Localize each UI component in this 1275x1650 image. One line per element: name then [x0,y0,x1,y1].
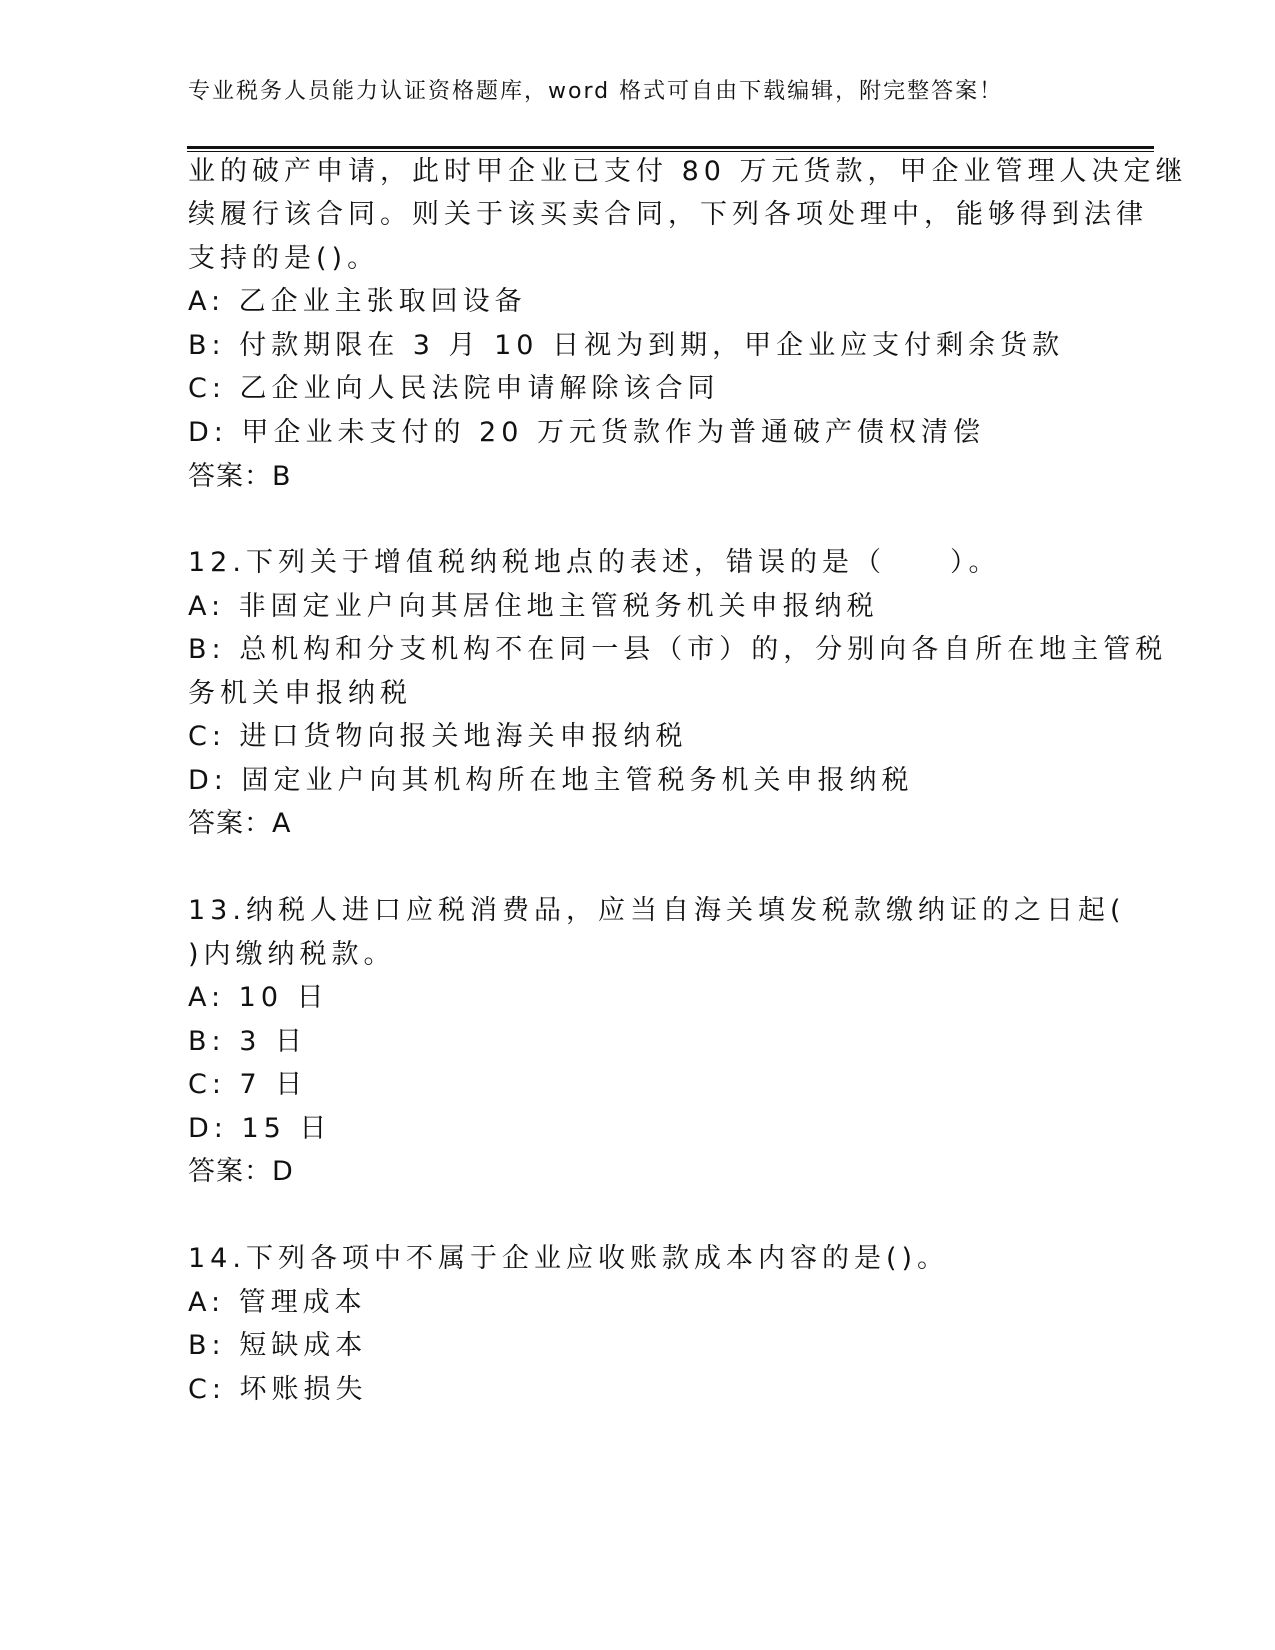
q14-option-a: A: 管理成本 [188,1287,367,1318]
q12-option-b-line-1: B: 总机构和分支机构不在同一县（市）的，分别向各自所在地主管税 [188,634,1168,665]
q13-option-d: D: 15 日 [188,1113,332,1144]
q11-option-d: D: 甲企业未支付的 20 万元货款作为普通破产债权清偿 [188,417,985,448]
q11-stem-line-2: 续履行该合同。则关于该买卖合同，下列各项处理中，能够得到法律 [188,199,1148,230]
q11-option-a: A: 乙企业主张取回设备 [188,286,527,317]
page-header: 专业税务人员能力认证资格题库，word 格式可自由下载编辑，附完整答案！ [188,79,1004,104]
q14-stem: 14.下列各项中不属于企业应收账款成本内容的是()。 [188,1243,950,1274]
q12-option-a: A: 非固定业户向其居住地主管税务机关申报纳税 [188,591,879,622]
q11-answer: 答案：B [188,461,292,492]
q11-option-c: C: 乙企业向人民法院申请解除该合同 [188,373,720,404]
q12-stem: 12.下列关于增值税纳税地点的表述，错误的是（ ）。 [188,547,1001,578]
q14-option-c: C: 坏账损失 [188,1374,368,1405]
q13-answer: 答案：D [188,1156,294,1187]
q13-stem-line-1: 13.纳税人进口应税消费品，应当自海关填发税款缴纳证的之日起( [188,895,1126,926]
q14-option-b: B: 短缺成本 [188,1330,368,1361]
q13-option-c: C: 7 日 [188,1069,308,1100]
q11-stem-line-1: 业的破产申请，此时甲企业已支付 80 万元货款，甲企业管理人决定继 [188,156,1188,187]
q13-stem-line-2: )内缴纳税款。 [188,939,396,970]
q12-option-d: D: 固定业户向其机构所在地主管税务机关申报纳税 [188,765,914,796]
q13-option-b: B: 3 日 [188,1026,307,1057]
q11-stem-line-3: 支持的是()。 [188,243,380,274]
header-rule-thick [187,146,1154,149]
q12-answer: 答案：A [188,808,292,839]
q11-option-b: B: 付款期限在 3 月 10 日视为到期，甲企业应支付剩余货款 [188,330,1065,361]
q12-option-b-line-2: 务机关申报纳税 [188,678,412,709]
header-rule-thin [187,151,1154,152]
q12-option-c: C: 进口货物向报关地海关申报纳税 [188,721,688,752]
q13-option-a: A: 10 日 [188,982,329,1013]
